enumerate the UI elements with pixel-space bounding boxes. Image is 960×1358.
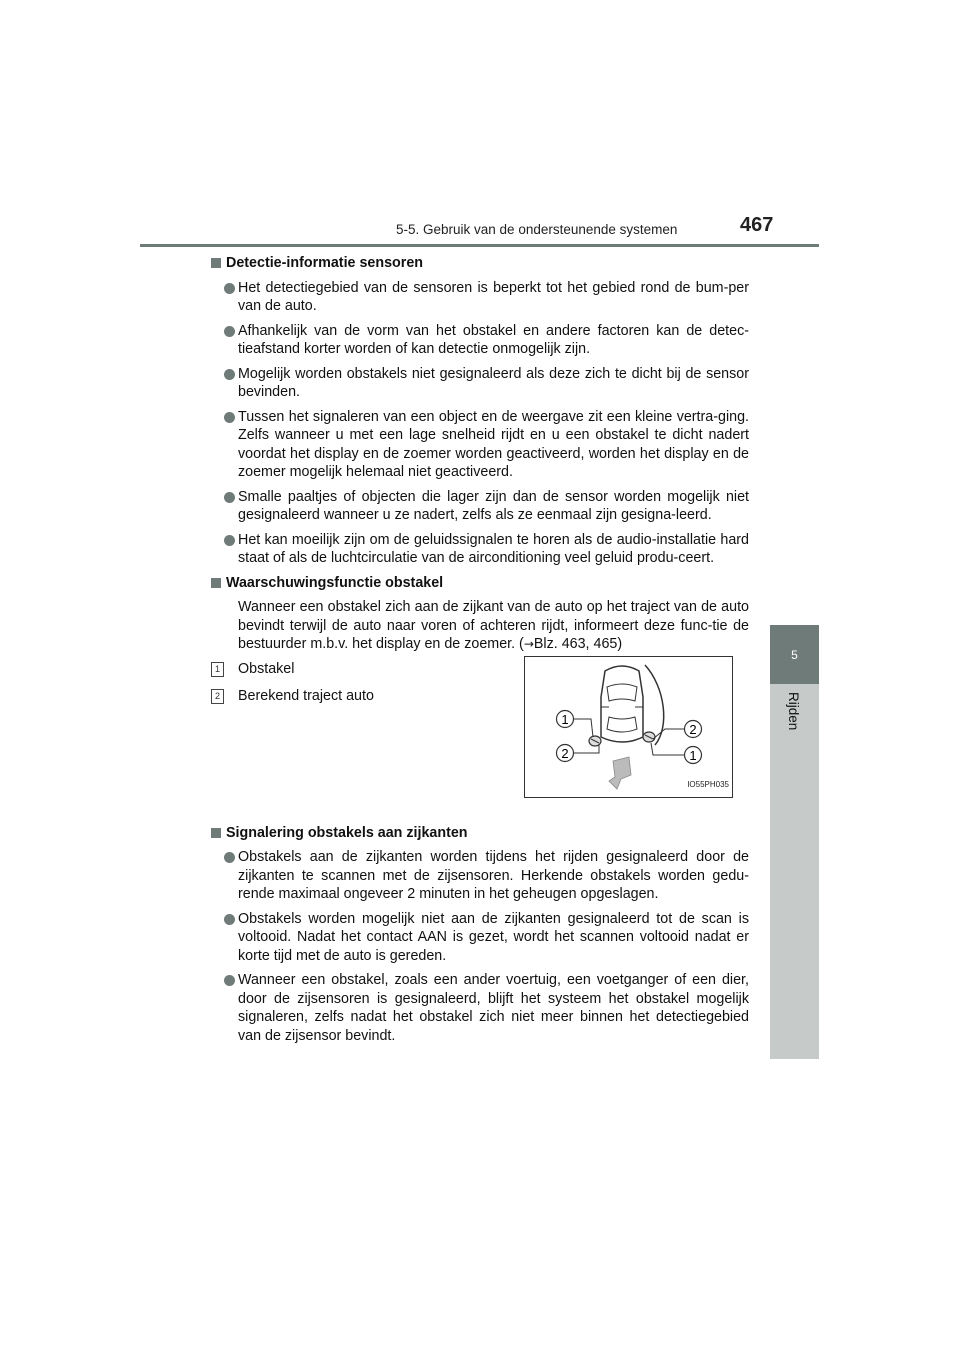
chapter-tab-number: 5 [770,625,819,684]
callout-leader [573,719,593,737]
list-item [211,910,749,966]
square-bullet-icon [211,258,221,268]
circle-bullet-icon [224,326,235,337]
circle-bullet-icon [224,975,235,986]
list-item [211,848,749,904]
callout-label: 2 [689,721,697,737]
header-rule [140,244,819,247]
list-item [211,408,749,482]
square-bullet-icon [211,828,221,838]
list-item [211,488,749,525]
legend-label: Berekend traject auto [238,687,374,704]
list-item [211,531,749,568]
obstacle-icon [643,732,655,742]
circle-bullet-icon [224,914,235,925]
square-bullet-icon [211,578,221,588]
list-item-text: Wanneer een obstakel, zoals een ander voertuig, een voetganger of een dier, door de zijsensoren is gesignaleerd, blijft het systeem het obstakel mogelijk signaleren, zelfs nadat het obstakel zich niet meer binnen het detectiegebied van de zijsensor bevindt. [238,972,749,1044]
list-item-text: Mogelijk worden obstakels niet gesignaleerd als deze zich te dicht bij de sensor bevinden. [238,365,749,400]
section-heading-text: Signalering obstakels aan zijkanten [226,824,468,841]
obstacle-icon [589,736,601,746]
reverse-arrow-icon [609,757,631,789]
circle-bullet-icon [224,283,235,294]
figure-code: IO55PH035 [687,780,729,789]
callout-2 [685,720,702,737]
callout-1 [557,710,574,727]
circle-bullet-icon [224,535,235,546]
circle-bullet-icon [224,852,235,863]
warning-description [211,598,749,654]
list-item-text: Het kan moeilijk zijn om de geluidssignalen te horen als de audio-installatie hard staat of als de luchtcirculatie van de airconditioning veel geluid produ-ceert. [238,531,749,566]
section-heading-text: Detectie-informatie sensoren [226,255,424,271]
list-item [211,279,749,316]
warning-text: Wanneer een obstakel zich aan de zijkant van de auto op het traject van de auto bevindt terwijl de auto naar voren of achteren rijdt, informeert deze func-tie de bestuurder m.b.v. het display en de zoemer. ( [238,599,749,652]
callout-1 [685,746,702,763]
car-icon [601,666,643,742]
legend-number: 1 [211,662,224,677]
section-heading-detection [211,254,749,273]
section-heading-warning [211,574,749,593]
legend-number: 2 [211,689,224,704]
page-reference-link[interactable]: Blz. 463, 465) [533,636,623,652]
callout-2 [557,744,574,761]
callout-leader [653,729,685,739]
car-obstacle-figure [524,656,733,798]
circle-bullet-icon [224,492,235,503]
callout-label: 1 [561,711,569,727]
list-item [211,971,749,1045]
list-item [211,322,749,359]
list-item-text: Obstakels aan de zijkanten worden tijdens het rijden gesignaleerd door de zijkanten te scannen met de zijsensoren. Herkende obstakels worden gedu-rende maximaal ongeveer 2 minuten in het geheugen opgeslagen. [238,849,749,902]
list-item-text: Tussen het signaleren van een object en de weergave zit een kleine vertra-ging. Zelfs wanneer u met een lage snelheid rijdt en u een obstakel te dicht nadert voordat het display en de zoemer worden geactiveerd, worden het display en de zoemer mogelijk helemaal niet geactiveerd. [238,408,749,480]
page-number: 467 [740,214,774,236]
chapter-tab-label: Rijden [786,692,801,731]
circle-bullet-icon [224,369,235,380]
callout-label: 2 [561,745,569,761]
list-item-text: Afhankelijk van de vorm van het obstakel en andere factoren kan de detec-tieafstand korter worden of kan detectie onmogelijk zijn. [238,322,749,357]
list-item [211,365,749,402]
list-item-text: Smalle paaltjes of objecten die lager zijn dan de sensor worden mogelijk niet gesignaleerd wanneer u ze nadert, zelfs als ze eenmaal zijn gesigna-leerd. [238,488,749,523]
callout-label: 1 [689,747,697,763]
header-section-title: 5-5. Gebruik van de ondersteunende systemen [396,222,678,237]
section-heading-text: Waarschuwingsfunctie obstakel [226,574,444,591]
arrow-right-icon: → [523,637,534,651]
list-item-text: Obstakels worden mogelijk niet aan de zijkanten gesignaleerd tot de scan is voltooid. Nadat het contact AAN is gezet, wordt het scannen voltooid nadat er korte tijd met de auto is gereden. [238,910,749,964]
circle-bullet-icon [224,412,235,423]
figure-block [211,660,749,818]
chapter-tab [770,684,819,1059]
list-item-text: Het detectiegebied van de sensoren is beperkt tot het gebied rond de bum-per van de auto. [238,279,749,314]
page-content [211,254,749,1051]
section-heading-side-obstacles [211,824,749,843]
legend-label: Obstakel [238,660,295,677]
